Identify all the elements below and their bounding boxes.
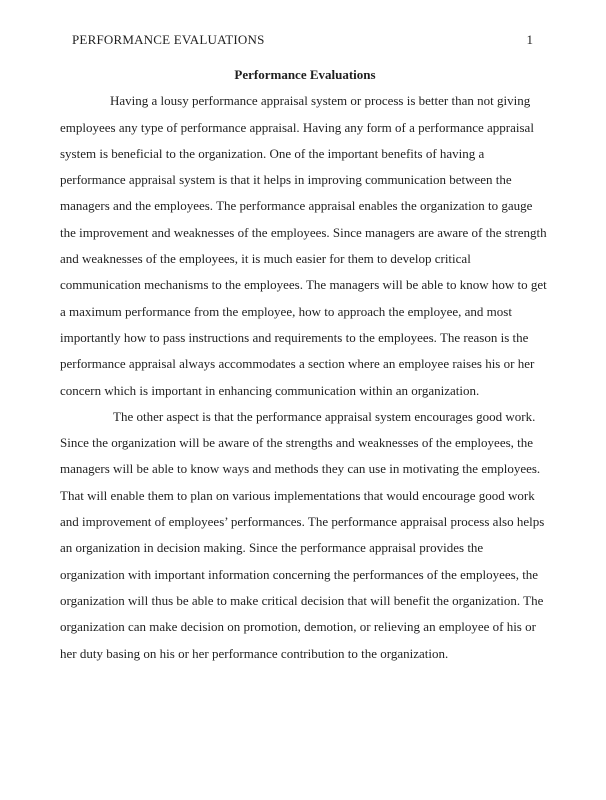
text-line: organization with important information concerning the performances of the employees, the [60,566,539,582]
running-head: PERFORMANCE EVALUATIONS [72,32,265,47]
text-line: a maximum performance from the employee, how to approach the employee, and most [60,303,512,319]
text-line: communication mechanisms to the employees. The managers will be able to know how to get [60,277,547,293]
text-line: performance appraisal always accommodates a section where an employee raises his or her [60,356,535,372]
text-line: managers will be able to know ways and methods they can use in motivating the employees. [60,461,541,477]
text-line: Since the organization will be aware of the strengths and weaknesses of the employees, the [60,435,534,451]
text-line: performance appraisal system is that it helps in improving communication between the [60,172,512,188]
text-line: The other aspect is that the performance appraisal system encourages good work. [113,408,536,424]
text-line: the improvement and weaknesses of the employees. Since managers are aware of the strength [60,224,547,240]
paragraph-2 [60,404,550,667]
text-line: organization will thus be able to make critical decision that will benefit the organization. The [60,592,544,608]
text-line: her duty basing on his or her performance contribution to the organization. [60,645,449,661]
document-body [60,88,550,667]
text-line: Having a lousy performance appraisal system or process is better than not giving [110,93,531,109]
document-title: Performance Evaluations [234,67,376,82]
text-line: system is beneficial to the organization. One of the important benefits of having a [60,145,485,161]
text-line: and weaknesses of the employees, it is much easier for them to develop critical [60,251,471,267]
document-content [60,62,550,667]
text-line: That will enable them to plan on various implementations that would encourage good work [60,487,535,503]
text-line: organization can make decision on promotion, demotion, or relieving an employee of his or [60,619,536,635]
page-number: 1 [526,32,533,47]
text-line: and improvement of employees’ performances. The performance appraisal process also helps [60,514,545,530]
page-header [60,32,550,48]
text-line: concern which is important in enhancing communication within an organization. [60,382,480,398]
text-line: employees any type of performance appraisal. Having any form of a performance appraisal [60,119,534,135]
text-line: an organization in decision making. Since the performance appraisal provides the [60,540,484,556]
paragraph-1 [60,88,550,404]
text-line: managers and the employees. The performance appraisal enables the organization to gauge [60,198,533,214]
text-line: importantly how to pass instructions and requirements to the employees. The reason is the [60,329,529,345]
